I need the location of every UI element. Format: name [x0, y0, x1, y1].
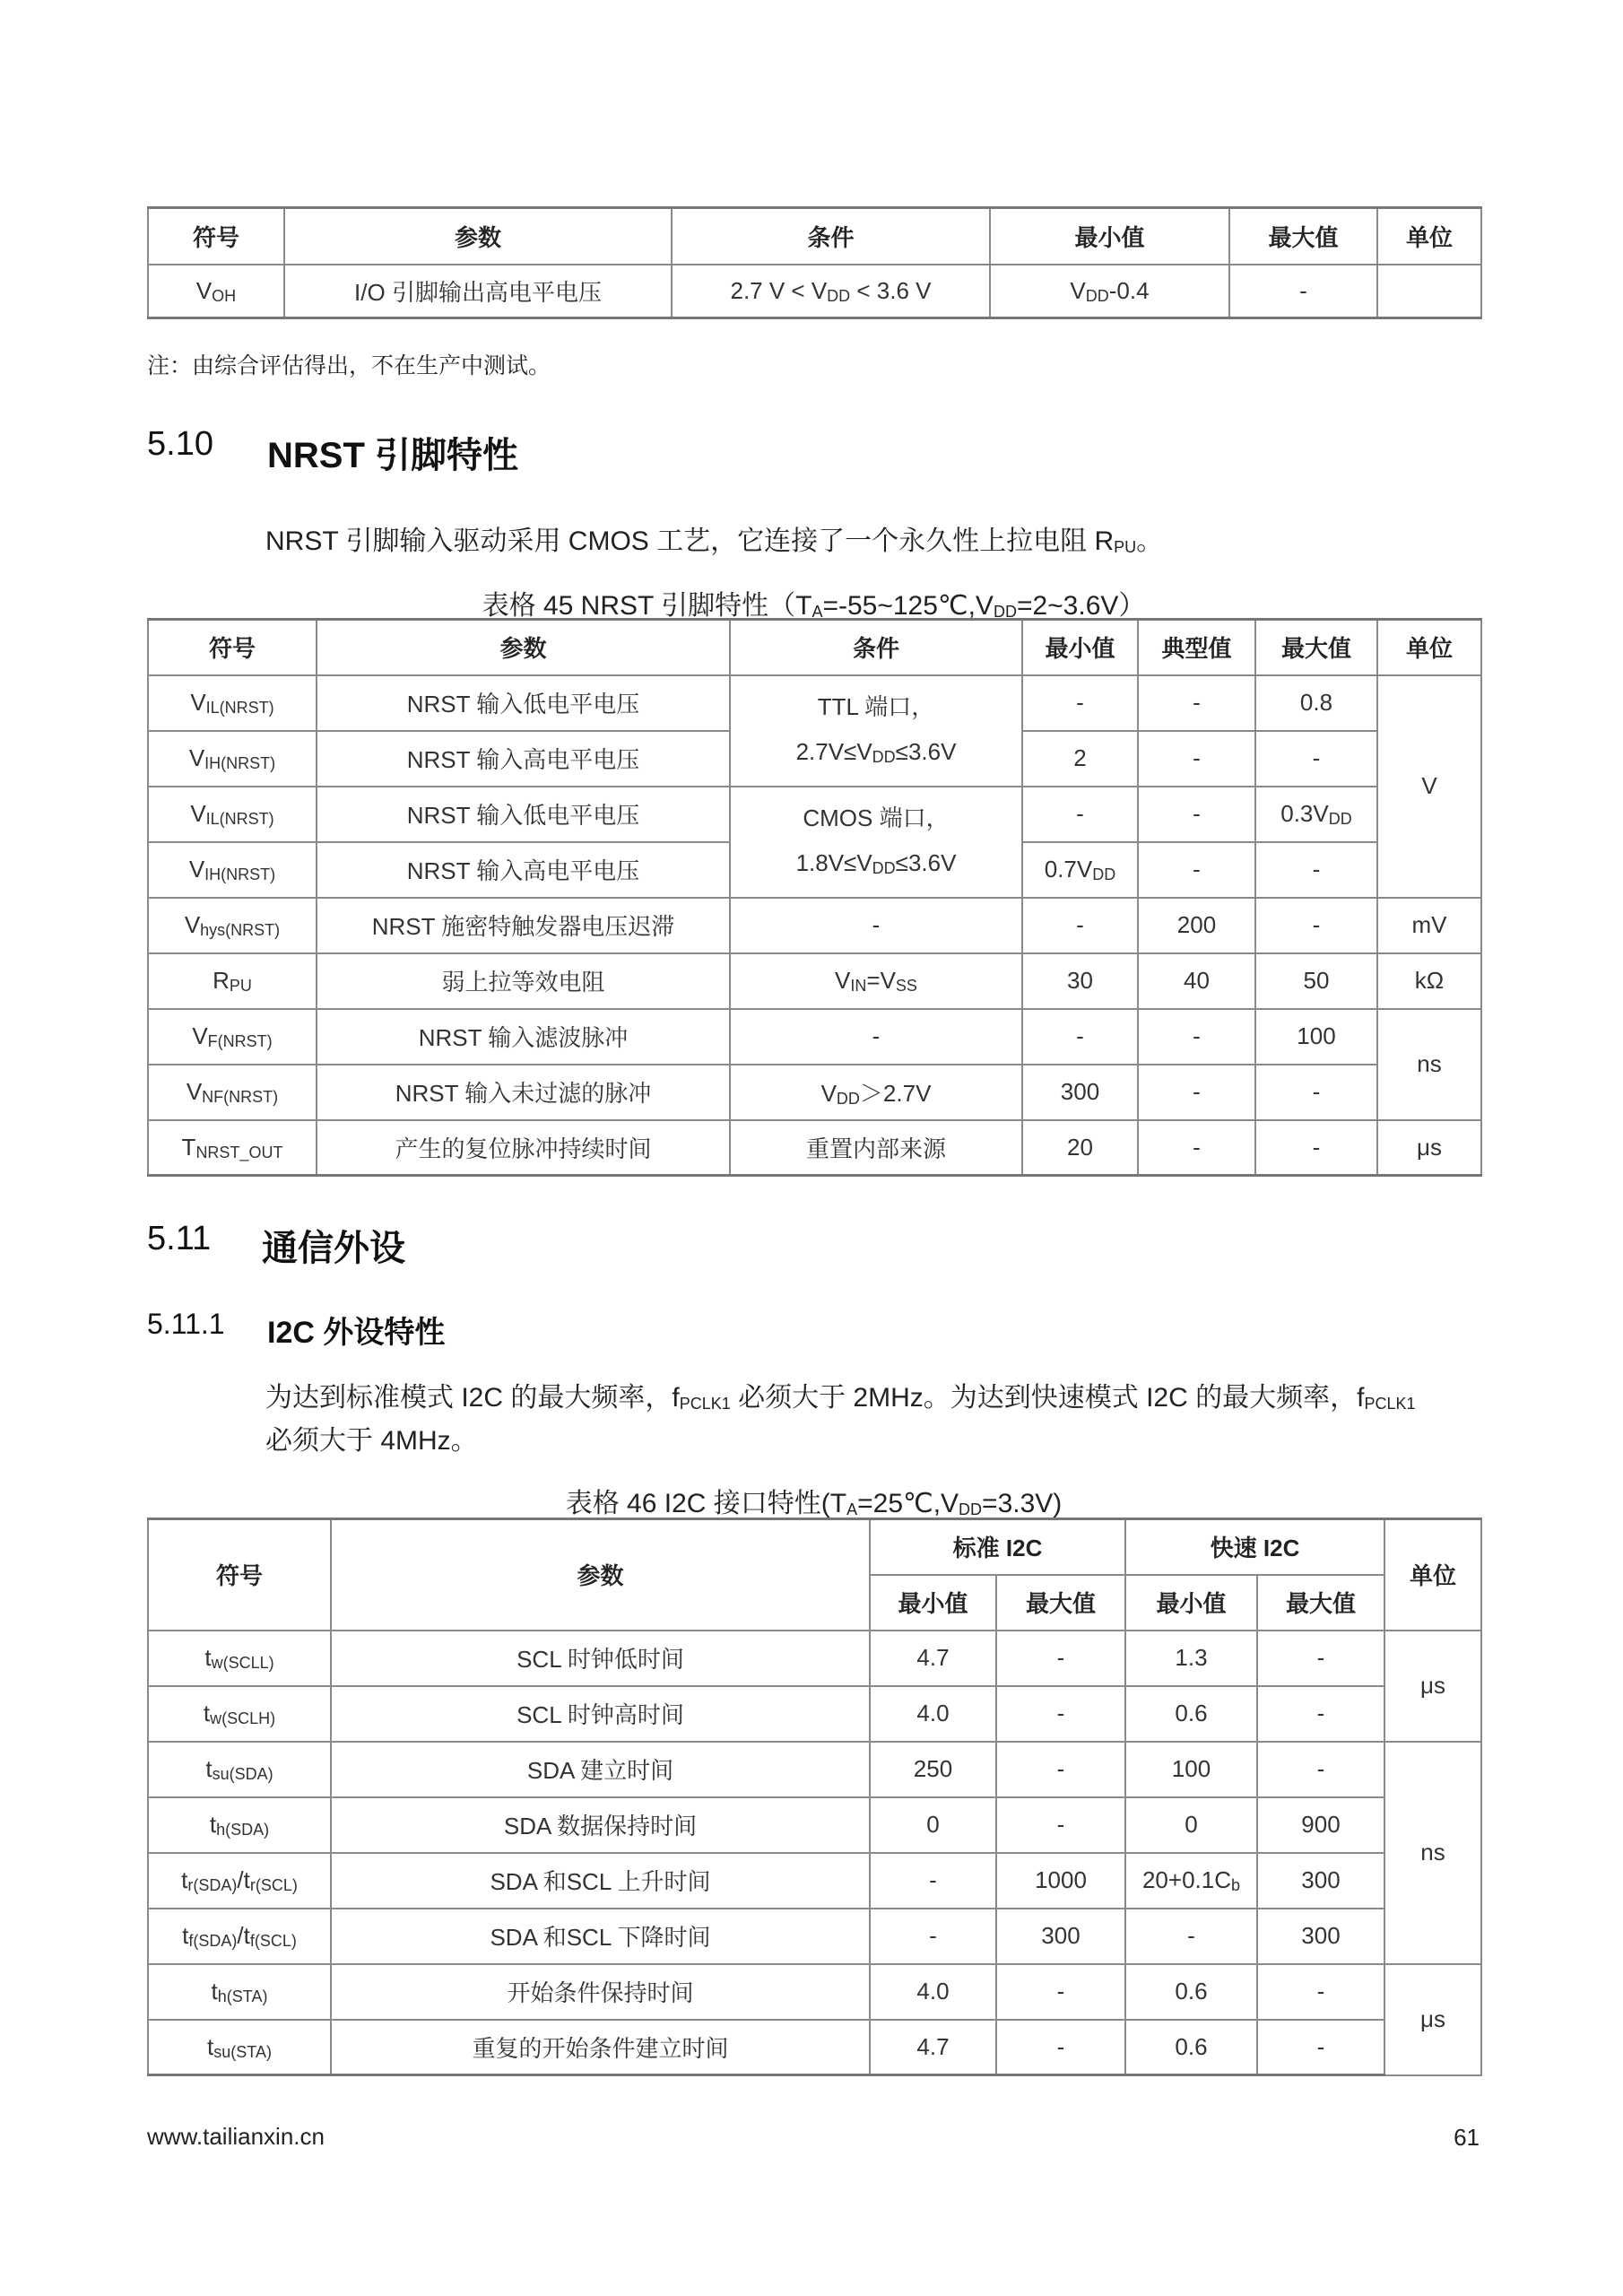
cell-unit: ns	[1377, 1009, 1481, 1120]
cell-symbol: $t_{w(SCLL)}$	[148, 1631, 331, 1686]
cell-max: $0.3V_{DD}$	[1255, 787, 1377, 842]
cell-unit: μs	[1384, 1964, 1481, 2075]
cell-parameter: SDA 建立时间	[331, 1742, 870, 1797]
cell-parameter: 弱上拉等效电阻	[317, 953, 730, 1009]
cell-symbol: $t_{h(SDA)}$	[148, 1797, 331, 1853]
table-row	[148, 1009, 1481, 1065]
paragraph-i2c-line1: 为达到标准模式 I2C 的最大频率，$f_{PCLK1}$ 必须大于 2MHz。为达到快速模式 I2C 的最大频率，$f_{PCLK1}$	[265, 1383, 1416, 1413]
cell-parameter: 重复的开始条件建立时间	[331, 2020, 870, 2075]
header-parameter: 参数	[331, 1519, 870, 1631]
cell-symbol: $R_{PU}$	[148, 953, 317, 1009]
cell-typ: -	[1138, 1065, 1255, 1120]
cell-parameter: 开始条件保持时间	[331, 1964, 870, 2020]
cell-unit	[1377, 265, 1481, 318]
condition-line: $1.8V\le V_{DD}\le 3.6V$	[795, 849, 957, 877]
cell-symbol: $t_{r(SDA)}/t_{r(SCL)}$	[148, 1853, 331, 1909]
header-symbol: 符号	[148, 620, 317, 675]
cell-min: 2	[1022, 731, 1138, 787]
cell-symbol: $V_{NF(NRST)}$	[148, 1065, 317, 1120]
cell-fast-max: 300	[1257, 1909, 1384, 1964]
cell-std-min: 4.0	[870, 1964, 996, 2020]
cell-max: -	[1255, 898, 1377, 953]
cell-min: 300	[1022, 1065, 1138, 1120]
cell-fast-max: 900	[1257, 1797, 1384, 1853]
table-row	[148, 953, 1481, 1009]
cell-condition: 重置内部来源	[730, 1120, 1022, 1176]
cell-std-max: -	[996, 1742, 1125, 1797]
header-standard-i2c: 标准 I2C	[870, 1519, 1125, 1575]
cell-std-min: -	[870, 1909, 996, 1964]
cell-min: $V_{DD}-0.4$	[990, 265, 1229, 318]
table-note: 注：由综合评估得出，不在生产中测试。	[147, 353, 551, 378]
cell-min: $0.7V_{DD}$	[1022, 842, 1138, 898]
table-row	[148, 787, 1481, 842]
cell-fast-min: 0.6	[1125, 1686, 1257, 1742]
cell-symbol: $V_{F(NRST)}$	[148, 1009, 317, 1065]
table-caption-45: 表格 45 NRST 引脚特性$(T_A=-55\sim 125℃,V_{DD}=2\sim 3.6V)$	[482, 591, 1146, 621]
paragraph-i2c-line2: 必须大于 4MHz。	[265, 1426, 478, 1456]
cell-std-max: -	[996, 1686, 1125, 1742]
cell-condition: $V_{DD}>2.7V$	[730, 1065, 1022, 1120]
header-unit: 单位	[1377, 208, 1481, 265]
condition-line: CMOS 端口，	[803, 804, 950, 831]
section-heading-5-10	[147, 425, 518, 475]
section-title: 通信外设	[262, 1229, 405, 1268]
cell-std-min: 250	[870, 1742, 996, 1797]
header-parameter: 参数	[317, 620, 730, 675]
cell-typ: -	[1138, 787, 1255, 842]
table-row	[148, 1797, 1481, 1853]
section-heading-5-11-1	[147, 1308, 446, 1350]
table-row	[148, 898, 1481, 953]
cell-symbol: $V_{IH(NRST)}$	[148, 731, 317, 787]
cell-symbol: $t_{su(STA)}$	[148, 2020, 331, 2075]
cell-unit: kΩ	[1377, 953, 1481, 1009]
table-row	[148, 1909, 1481, 1964]
cell-std-min: -	[870, 1853, 996, 1909]
table-row	[148, 2020, 1481, 2075]
cell-parameter: NRST 输入未过滤的脉冲	[317, 1065, 730, 1120]
header-symbol: 符号	[148, 1519, 331, 1631]
cell-unit: mV	[1377, 898, 1481, 953]
header-unit: 单位	[1377, 620, 1481, 675]
cell-symbol: $V_{IH(NRST)}$	[148, 842, 317, 898]
cell-condition-cmos	[730, 787, 1022, 898]
cell-parameter: SDA 和SCL 下降时间	[331, 1909, 870, 1964]
table-row	[148, 675, 1481, 731]
cell-fast-max: -	[1257, 2020, 1384, 2075]
header-fast-i2c: 快速 I2C	[1125, 1519, 1384, 1575]
section-title: I2C 外设特性	[267, 1316, 446, 1350]
table-caption-46: 表格 46 I2C 接口特性$(T_A=25℃,V_{DD}=3.3V)$	[565, 1489, 1063, 1518]
cell-unit: μs	[1384, 1631, 1481, 1742]
cell-fast-max: -	[1257, 1686, 1384, 1742]
table-45-nrst	[147, 618, 1482, 1177]
cell-typ: -	[1138, 842, 1255, 898]
cell-std-max: -	[996, 2020, 1125, 2075]
cell-symbol: $V_{OH}$	[148, 265, 284, 318]
table-row	[148, 1120, 1481, 1176]
cell-parameter: NRST 输入高电平电压	[317, 731, 730, 787]
cell-fast-max: 300	[1257, 1853, 1384, 1909]
header-min: 最小值	[990, 208, 1229, 265]
cell-max: -	[1229, 265, 1377, 318]
condition-line: TTL 端口，	[817, 693, 935, 720]
cell-min: 30	[1022, 953, 1138, 1009]
header-unit: 单位	[1384, 1519, 1481, 1631]
cell-fast-min: 100	[1125, 1742, 1257, 1797]
cell-parameter: NRST 输入滤波脉冲	[317, 1009, 730, 1065]
cell-std-max: -	[996, 1631, 1125, 1686]
cell-parameter: NRST 输入高电平电压	[317, 842, 730, 898]
cell-max: -	[1255, 731, 1377, 787]
header-condition: 条件	[730, 620, 1022, 675]
cell-std-min: 4.0	[870, 1686, 996, 1742]
section-heading-5-11	[147, 1220, 405, 1268]
cell-parameter: SCL 时钟高时间	[331, 1686, 870, 1742]
cell-condition: -	[730, 898, 1022, 953]
footer-url[interactable]: www.tailianxin.cn	[147, 2123, 325, 2150]
cell-max: 0.8	[1255, 675, 1377, 731]
table-row	[148, 1631, 1481, 1686]
header-min: 最小值	[1022, 620, 1138, 675]
cell-fast-max: -	[1257, 1742, 1384, 1797]
cell-fast-min: 1.3	[1125, 1631, 1257, 1686]
header-max: 最大值	[1255, 620, 1377, 675]
cell-parameter: SCL 时钟低时间	[331, 1631, 870, 1686]
cell-fast-min: -	[1125, 1909, 1257, 1964]
cell-parameter: SDA 和SCL 上升时间	[331, 1853, 870, 1909]
table-row	[148, 1742, 1481, 1797]
header-fast-min: 最小值	[1125, 1575, 1257, 1631]
cell-std-min: 4.7	[870, 2020, 996, 2075]
table-row	[148, 1686, 1481, 1742]
section-number: 5.11.1	[147, 1308, 225, 1340]
section-number: 5.11	[147, 1220, 212, 1257]
section-title: NRST 引脚特性	[267, 436, 518, 475]
cell-fast-max: -	[1257, 1631, 1384, 1686]
cell-fast-min: 0	[1125, 1797, 1257, 1853]
cell-condition: $V_{IN}=V_{SS}$	[730, 953, 1022, 1009]
cell-typ: -	[1138, 1009, 1255, 1065]
table-row	[148, 1065, 1481, 1120]
cell-max: 100	[1255, 1009, 1377, 1065]
table-row	[148, 1964, 1481, 2020]
cell-symbol: $V_{IL(NRST)}$	[148, 675, 317, 731]
cell-symbol: $t_{w(SCLH)}$	[148, 1686, 331, 1742]
cell-std-max: -	[996, 1797, 1125, 1853]
cell-parameter: NRST 输入低电平电压	[317, 787, 730, 842]
cell-condition-ttl	[730, 675, 1022, 787]
cell-std-min: 4.7	[870, 1631, 996, 1686]
cell-typ: -	[1138, 731, 1255, 787]
cell-min: -	[1022, 1009, 1138, 1065]
cell-symbol: $t_{f(SDA)}/t_{f(SCL)}$	[148, 1909, 331, 1964]
cell-unit: ns	[1384, 1742, 1481, 1964]
cell-fast-min: 0.6	[1125, 2020, 1257, 2075]
cell-min: -	[1022, 675, 1138, 731]
cell-min: -	[1022, 898, 1138, 953]
header-condition: 条件	[672, 208, 990, 265]
cell-symbol: $t_{h(STA)}$	[148, 1964, 331, 2020]
cell-typ: 200	[1138, 898, 1255, 953]
cell-typ: -	[1138, 675, 1255, 731]
table-voh	[147, 206, 1482, 319]
cell-max: -	[1255, 1065, 1377, 1120]
section-number: 5.10	[147, 425, 213, 463]
cell-fast-min: 0.6	[1125, 1964, 1257, 2020]
table-46-i2c	[147, 1518, 1482, 2076]
cell-unit: μs	[1377, 1120, 1481, 1176]
cell-min: -	[1022, 787, 1138, 842]
header-typ: 典型值	[1138, 620, 1255, 675]
header-symbol: 符号	[148, 208, 284, 265]
cell-symbol: $V_{hys(NRST)}$	[148, 898, 317, 953]
cell-parameter: 产生的复位脉冲持续时间	[317, 1120, 730, 1176]
cell-std-max: 300	[996, 1909, 1125, 1964]
table-row	[148, 1853, 1481, 1909]
cell-fast-min: $20+0.1C_b$	[1125, 1853, 1257, 1909]
cell-typ: -	[1138, 1120, 1255, 1176]
header-fast-max: 最大值	[1257, 1575, 1384, 1631]
cell-condition: 2.7 $V < V_{DD} < 3.6$ V	[672, 265, 990, 318]
cell-parameter: NRST 输入低电平电压	[317, 675, 730, 731]
condition-line: $2.7V\le V_{DD}\le 3.6V$	[795, 738, 957, 766]
cell-symbol: $t_{su(SDA)}$	[148, 1742, 331, 1797]
header-std-min: 最小值	[870, 1575, 996, 1631]
cell-symbol: $V_{IL(NRST)}$	[148, 787, 317, 842]
paragraph-nrst: NRST 引脚输入驱动采用 CMOS 工艺，它连接了一个永久性上拉电阻 $R_{PU}$。	[265, 526, 1164, 556]
cell-parameter: SDA 数据保持时间	[331, 1797, 870, 1853]
header-parameter: 参数	[284, 208, 672, 265]
cell-fast-max: -	[1257, 1964, 1384, 2020]
cell-max: -	[1255, 1120, 1377, 1176]
header-std-max: 最大值	[996, 1575, 1125, 1631]
cell-parameter: NRST 施密特触发器电压迟滞	[317, 898, 730, 953]
cell-std-min: 0	[870, 1797, 996, 1853]
cell-symbol: $T_{NRST\_OUT}$	[148, 1120, 317, 1176]
cell-condition: -	[730, 1009, 1022, 1065]
cell-std-max: -	[996, 1964, 1125, 2020]
page-number: 61	[1454, 2124, 1480, 2151]
cell-max: -	[1255, 842, 1377, 898]
cell-min: 20	[1022, 1120, 1138, 1176]
cell-std-max: 1000	[996, 1853, 1125, 1909]
cell-typ: 40	[1138, 953, 1255, 1009]
table-row	[148, 265, 1481, 318]
cell-parameter: I/O 引脚输出高电平电压	[284, 265, 672, 318]
cell-unit: V	[1377, 675, 1481, 898]
header-max: 最大值	[1229, 208, 1377, 265]
cell-max: 50	[1255, 953, 1377, 1009]
